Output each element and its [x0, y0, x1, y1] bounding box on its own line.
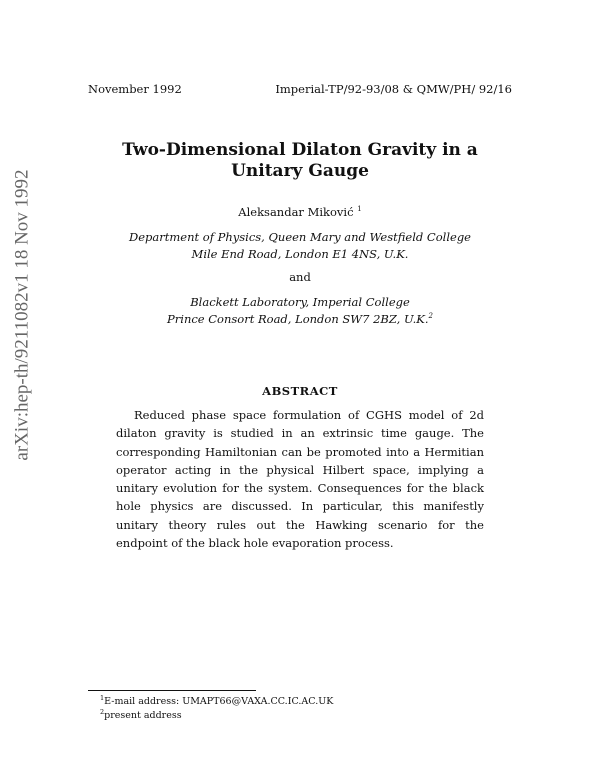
- footnote-2-text: present address: [104, 710, 182, 721]
- header-date: November 1992: [88, 82, 182, 96]
- footnote-2: [100, 707, 182, 721]
- footnote-1-mark: 1: [100, 693, 105, 702]
- author-footnote-mark: 1: [357, 205, 362, 214]
- conjunction-and: and: [289, 270, 311, 284]
- affiliation-2: [0, 294, 600, 328]
- abstract-heading: ABSTRACT: [262, 384, 338, 398]
- author-name: Aleksandar Miković: [238, 205, 354, 219]
- header-report-number: Imperial-TP/92-93/08 & QMW/PH/ 92/16: [275, 82, 512, 96]
- abstract-text: Reduced phase space formulation of CGHS model of 2d dilaton gravity is studied in an extrinsic time gauge. The corresponding Hamiltonian can be promoted into a Hermitian operator acting in the physical Hilbert space, implying a unitary evolution for the system. Consequences for the black hole physics are discussed. In particular, this manifestly unitary theory rules out the Hawking scenario for the endpoint of the black hole evaporation process.: [116, 408, 484, 551]
- affiliation-2-line-2: Prince Consort Road, London SW7 2BZ, U.K.: [167, 312, 429, 326]
- affiliation-1-line-1: Department of Physics, Queen Mary and Westfield College: [129, 230, 471, 244]
- affiliation-2-line-2-wrap: [0, 311, 600, 328]
- affiliation-2-line-1: Blackett Laboratory, Imperial College: [190, 295, 410, 309]
- footnote-1: [100, 693, 334, 707]
- affiliation-1: [0, 229, 600, 263]
- arxiv-stamp-text: arXiv:hep-th/9211082v1 18 Nov 1992: [12, 169, 33, 461]
- affiliation-1-line-2: Mile End Road, London E1 4NS, U.K.: [191, 247, 409, 261]
- footnote-rule: [88, 690, 256, 691]
- author-line: [0, 205, 600, 219]
- footnote-1-text: E-mail address: UMAPT66@VAXA.CC.IC.AC.UK: [104, 696, 334, 707]
- affiliation-2-footnote-mark: 2: [428, 312, 433, 321]
- paper-title: Two-Dimensional Dilaton Gravity in a Unitary Gauge: [122, 140, 478, 181]
- footnote-2-mark: 2: [100, 707, 105, 716]
